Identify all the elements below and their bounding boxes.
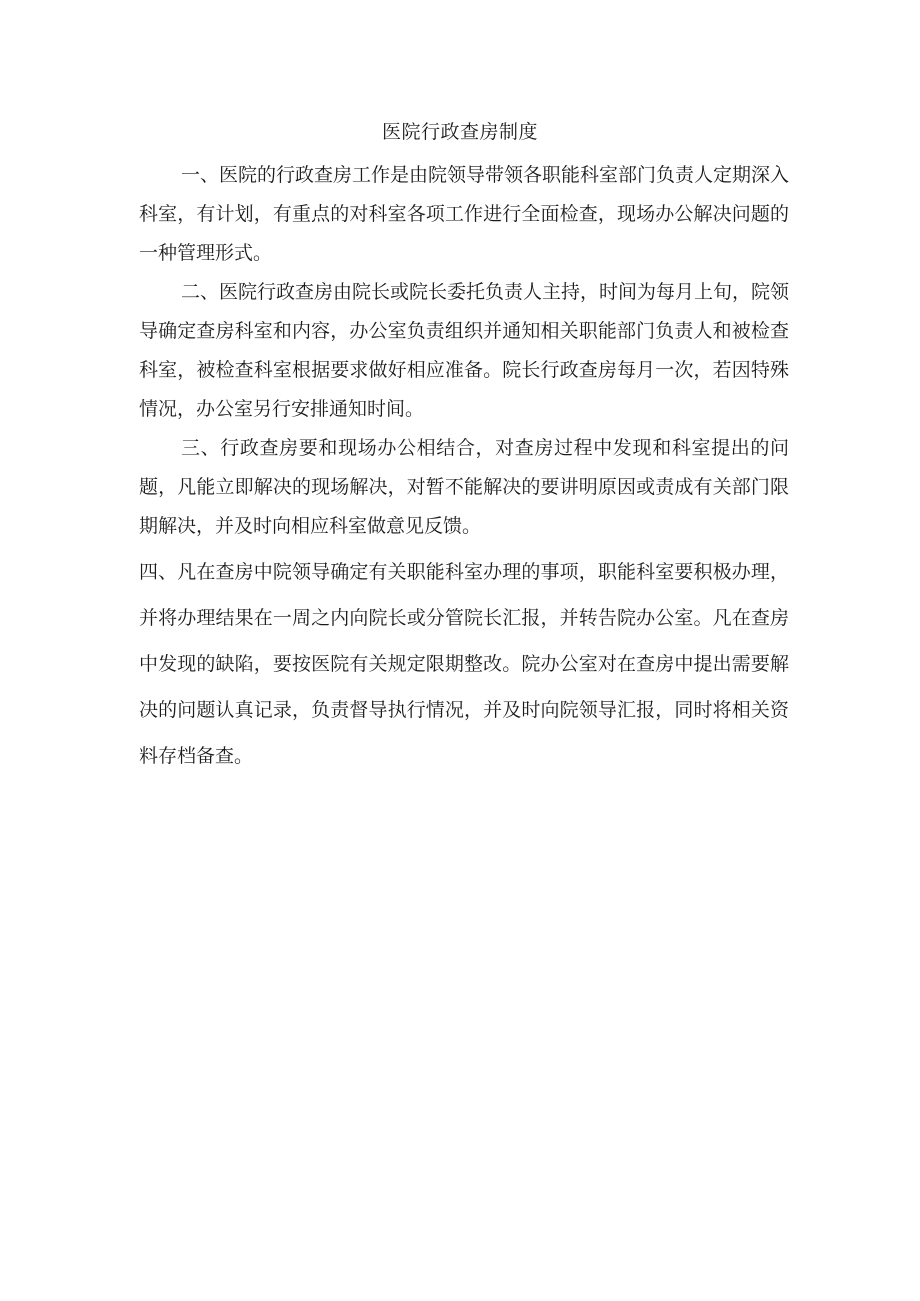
- paragraph-1: 一、医院的行政查房工作是由院领导带领各职能科室部门负责人定期深入科室，有计划，有重点的对科室各项工作进行全面检查，现场办公解决问题的一种管理形式。: [139, 164, 790, 264]
- paragraph-4: 四、凡在查房中院领导确定有关职能科室办理的事项，职能科室要积极办理，并将办理结果在一周之内向院长或分管院长汇报，并转告院办公室。凡在查房中发现的缺陷，要按医院有关规定限期整改。院办公室对在查房中提出需要解决的问题认真记录，负责督导执行情况，并及时向院领导汇报，同时将相关资料存档备查。: [139, 561, 789, 767]
- paragraph-2: 二、医院行政查房由院长或院长委托负责人主持，时间为每月上旬，院领导确定查房科室和内容，办公室负责组织并通知相关职能部门负责人和被检查科室，被检查科室根据要求做好相应准备。院长行政查房每月一次，若因特殊情况，办公室另行安排通知时间。: [139, 281, 790, 420]
- document-title: 医院行政查房制度: [381, 121, 538, 143]
- paragraph-3: 三、行政查房要和现场办公相结合，对查房过程中发现和科室提出的问题，凡能立即解决的现场解决，对暂不能解决的要讲明原因或责成有关部门限期解决，并及时向相应科室做意见反馈。: [139, 437, 789, 537]
